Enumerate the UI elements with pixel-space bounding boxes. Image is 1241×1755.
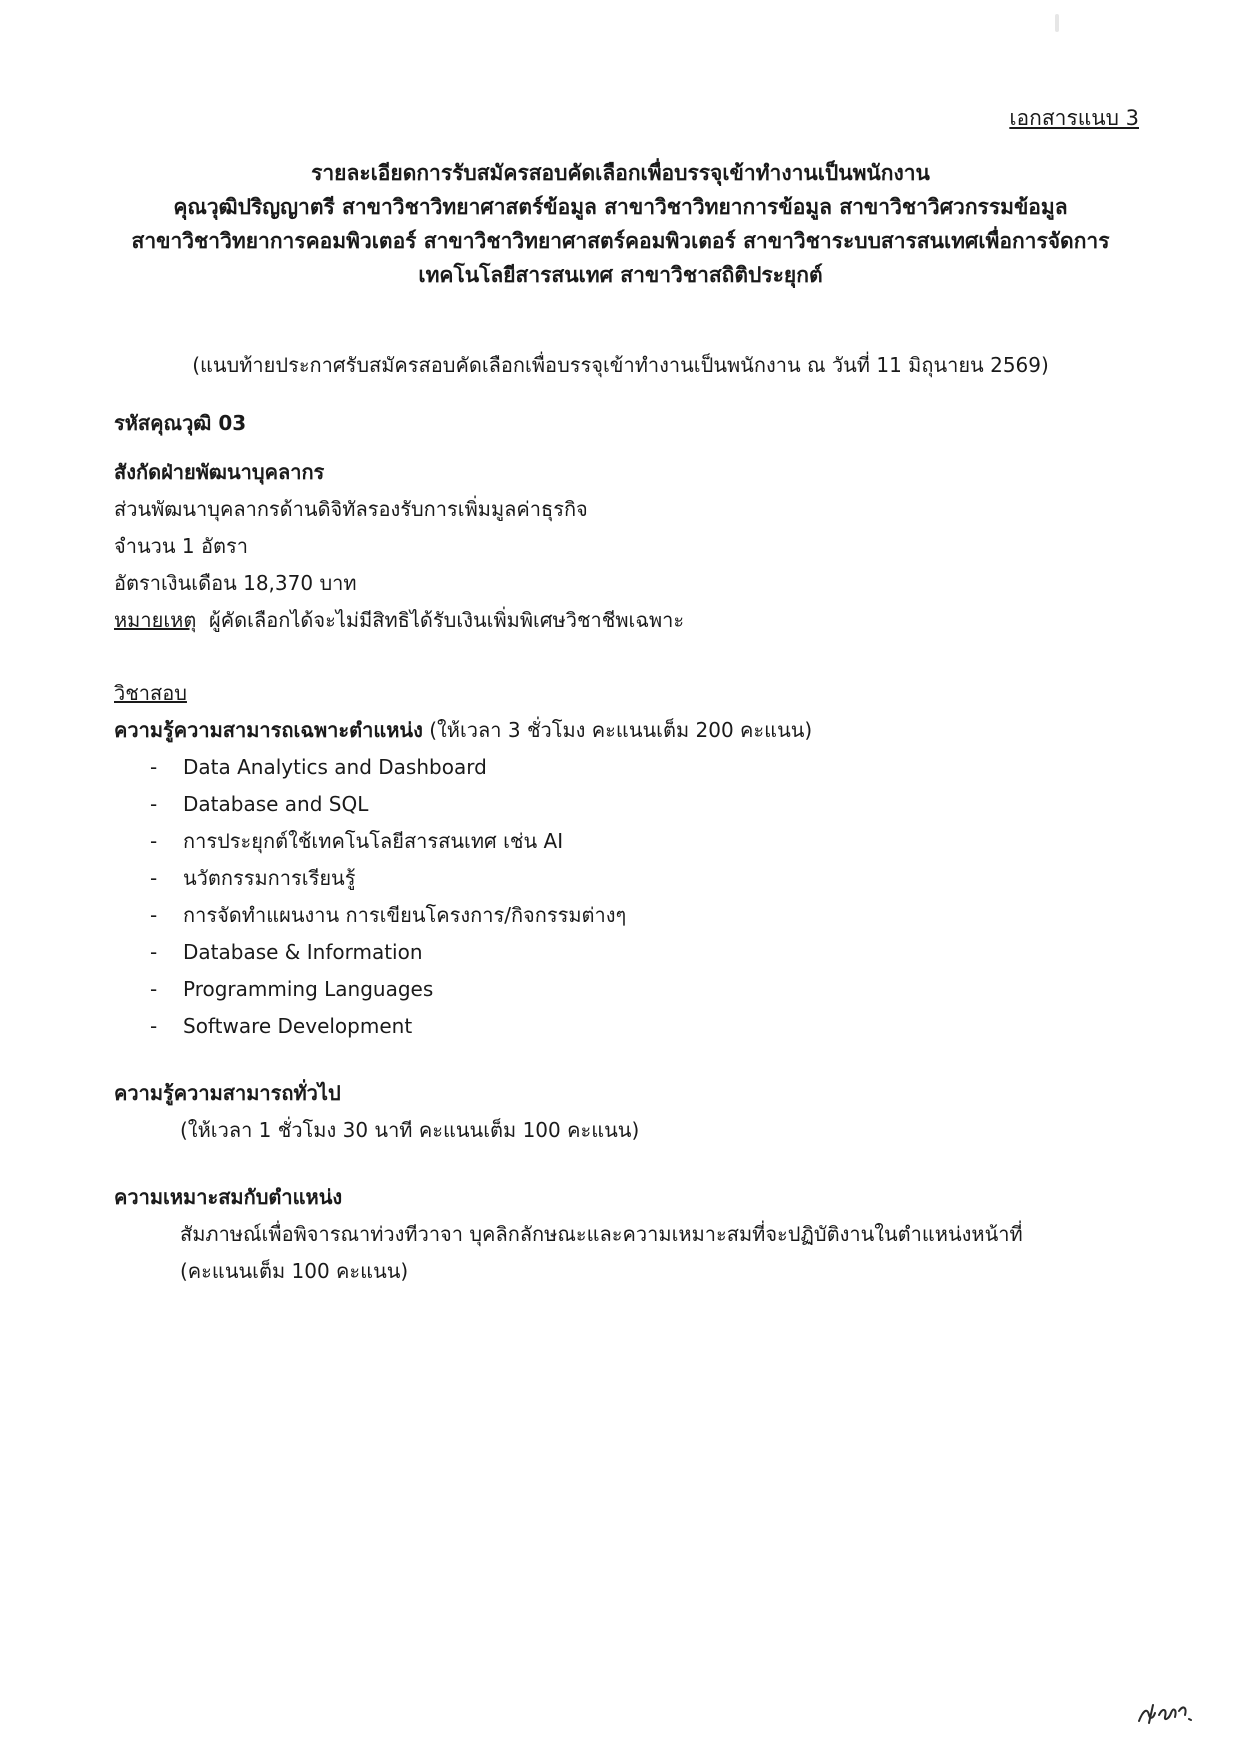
bullet-dash: - bbox=[150, 866, 158, 890]
list-item bbox=[150, 934, 1124, 971]
suitability-detail: สัมภาษณ์เพื่อพิจารณาท่วงทีวาจา บุคลิกลักษณะและความเหมาะสมที่จะปฏิบัติงานในตำแหน่งหน้าที่ bbox=[180, 1222, 1023, 1246]
list-item bbox=[150, 860, 1124, 897]
topic-text: Database and SQL bbox=[183, 792, 369, 816]
topic-text: Data Analytics and Dashboard bbox=[183, 755, 487, 779]
topic-text: Programming Languages bbox=[183, 977, 434, 1001]
specific-exam-detail: (ให้เวลา 3 ชั่วโมง คะแนนเต็ม 200 คะแนน) bbox=[429, 718, 813, 742]
bullet-dash: - bbox=[150, 903, 158, 927]
bullet-dash: - bbox=[150, 829, 158, 853]
topic-text: นวัตกรรมการเรียนรู้ bbox=[183, 866, 356, 890]
list-item bbox=[150, 971, 1124, 1008]
bullet-dash: - bbox=[150, 792, 158, 816]
qualification-code: รหัสคุณวุฒิ 03 bbox=[114, 411, 247, 435]
handwritten-initials bbox=[1135, 1693, 1195, 1727]
scan-mark bbox=[1055, 14, 1059, 32]
specific-exam bbox=[114, 712, 1124, 749]
salary: อัตราเงินเดือน 18,370 บาท bbox=[114, 571, 357, 595]
topic-text: การประยุกต์ใช้เทคโนโลยีสารสนเทศ เช่น AI bbox=[183, 829, 564, 853]
general-exam-detail: (ให้เวลา 1 ชั่วโมง 30 นาที คะแนนเต็ม 100 คะแนน) bbox=[180, 1118, 640, 1142]
title-line: คุณวุฒิปริญญาตรี สาขาวิชาวิทยาศาสตร์ข้อมูล สาขาวิชาวิทยาการข้อมูล สาขาวิชาวิศวกรรมข้อมูล bbox=[173, 195, 1068, 219]
document-title bbox=[0, 156, 1241, 292]
bullet-dash: - bbox=[150, 1014, 158, 1038]
department-heading: สังกัดฝ่ายพัฒนาบุคลากร bbox=[114, 460, 325, 484]
announcement-reference: (แนบท้ายประกาศรับสมัครสอบคัดเลือกเพื่อบรรจุเข้าทำงานเป็นพนักงาน ณ วันที่ 11 มิถุนายน 2569) bbox=[192, 353, 1049, 377]
exam-topics-list bbox=[114, 749, 1124, 1045]
title-line: สาขาวิชาวิทยาการคอมพิวเตอร์ สาขาวิชาวิทยาศาสตร์คอมพิวเตอร์ สาขาวิชาระบบสารสนเทศเพื่อการจัดการ bbox=[131, 229, 1110, 253]
exams-heading: วิชาสอบ bbox=[114, 681, 187, 705]
document-body bbox=[114, 405, 1124, 1290]
position-count: จำนวน 1 อัตรา bbox=[114, 534, 248, 558]
general-exam-title: ความรู้ความสามารถทั่วไป bbox=[114, 1081, 341, 1105]
list-item bbox=[150, 749, 1124, 786]
bullet-dash: - bbox=[150, 755, 158, 779]
suitability-score: (คะแนนเต็ม 100 คะแนน) bbox=[180, 1259, 409, 1283]
division: ส่วนพัฒนาบุคลากรด้านดิจิทัลรองรับการเพิ่มมูลค่าธุรกิจ bbox=[114, 497, 588, 521]
bullet-dash: - bbox=[150, 940, 158, 964]
topic-text: การจัดทำแผนงาน การเขียนโครงการ/กิจกรรมต่างๆ bbox=[183, 903, 627, 927]
list-item bbox=[150, 1008, 1124, 1045]
topic-text: Database & Information bbox=[183, 940, 423, 964]
note-label: หมายเหตุ bbox=[114, 608, 197, 632]
list-item bbox=[150, 897, 1124, 934]
attachment-label: เอกสารแนบ 3 bbox=[1009, 106, 1139, 130]
specific-exam-title: ความรู้ความสามารถเฉพาะตำแหน่ง bbox=[114, 718, 423, 742]
note bbox=[114, 602, 1124, 639]
title-line: รายละเอียดการรับสมัครสอบคัดเลือกเพื่อบรรจุเข้าทำงานเป็นพนักงาน bbox=[311, 161, 930, 185]
suitability-title: ความเหมาะสมกับตำแหน่ง bbox=[114, 1185, 343, 1209]
list-item bbox=[150, 786, 1124, 823]
list-item bbox=[150, 823, 1124, 860]
bullet-dash: - bbox=[150, 977, 158, 1001]
title-line: เทคโนโลยีสารสนเทศ สาขาวิชาสถิติประยุกต์ bbox=[418, 263, 823, 287]
topic-text: Software Development bbox=[183, 1014, 413, 1038]
note-text: ผู้คัดเลือกได้จะไม่มีสิทธิได้รับเงินเพิ่มพิเศษวิชาชีพเฉพาะ bbox=[209, 608, 685, 632]
